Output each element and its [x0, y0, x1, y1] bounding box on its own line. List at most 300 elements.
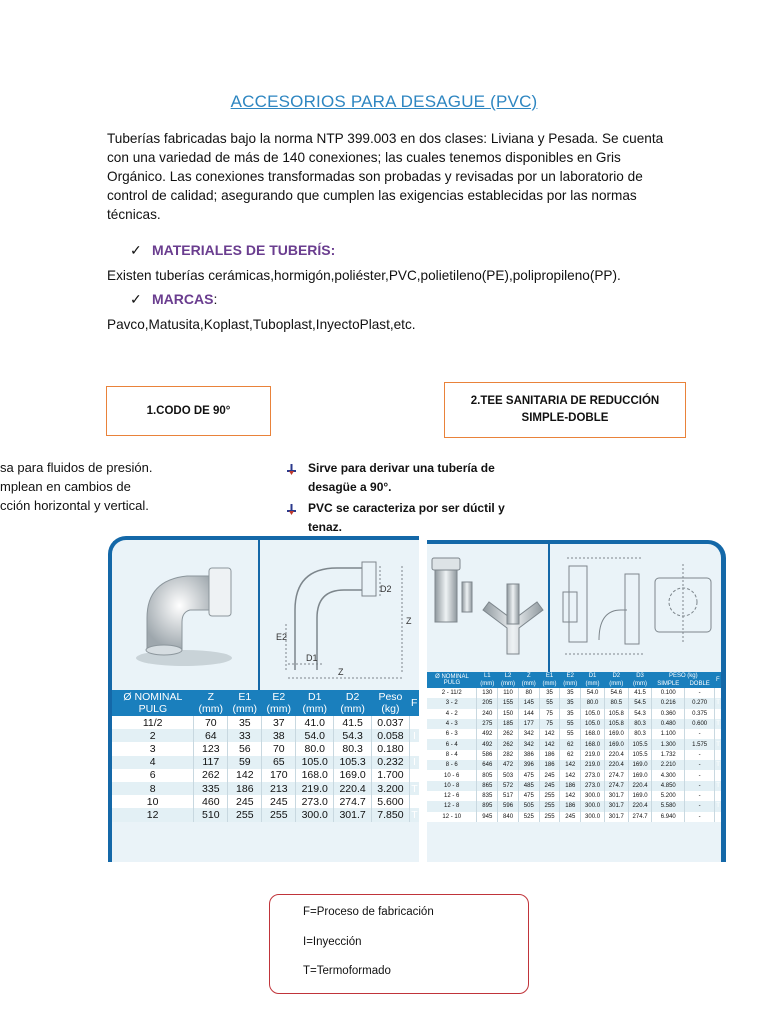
table-cell: 155 [498, 698, 519, 708]
table-cell: T [715, 801, 721, 811]
table-cell: 75 [539, 709, 560, 719]
table-cell: 596 [498, 801, 519, 811]
table-cell: 282 [498, 750, 519, 760]
brands-text: Pavco,Matusita,Koplast,Tuboplast,InyectoPlast,etc. [107, 317, 416, 332]
table-cell: 335 [194, 782, 228, 795]
col-subheader: (mm) [518, 680, 539, 688]
table-cell: 80.0 [581, 698, 605, 708]
table-row [112, 782, 419, 795]
table-cell: 12 - 8 [427, 801, 477, 811]
table-cell: - [685, 760, 715, 770]
table-cell: T [411, 808, 418, 821]
table-cell: 300.0 [581, 801, 605, 811]
table-cell: 301.7 [334, 808, 372, 821]
intro-paragraph: Tuberías fabricadas bajo la norma NTP 399.003 en dos clases: Liviana y Pesada. Se cuenta con una variedad de más de 140 conexiones; las cuales tenemos disponibles en Gris Orgánico. Las conexiones transformadas son probadas y revisadas por un laboratorio de control de calidad; asegurando que cumplen las exigencias establecidas por las normas técnicas. [107, 131, 664, 222]
table-cell: 274.7 [334, 795, 372, 808]
table-cell: 517 [498, 791, 519, 801]
brands-colon: : [213, 291, 218, 307]
table-cell: 835 [477, 791, 498, 801]
table-cell: 255 [228, 808, 262, 821]
table-cell: 505 [518, 801, 539, 811]
table-cell: 105.3 [334, 756, 372, 769]
table-cell: 105.5 [628, 750, 652, 760]
table-cell: 150 [498, 709, 519, 719]
table-cell: 646 [477, 760, 498, 770]
table-cell: 35 [560, 688, 581, 698]
table-cell: 262 [194, 769, 228, 782]
table-cell: 54.3 [334, 729, 372, 742]
table-cell: 186 [539, 760, 560, 770]
table-cell: 80.3 [628, 729, 652, 739]
table-cell: 6 [112, 769, 194, 782]
table-cell: 2.210 [652, 760, 685, 770]
col-header: PESO (kg) [652, 672, 715, 680]
table-row [112, 795, 419, 808]
bullet-text: Sirve para derivar una tubería de desagüe a 90°. [308, 461, 495, 494]
col-header: D1 (mm) [296, 690, 334, 716]
col-header: Z (mm) [194, 690, 228, 716]
table-cell: 245 [539, 770, 560, 780]
table-cell: 6 - 3 [427, 729, 477, 739]
table-cell: 4 [112, 756, 194, 769]
table-cell: 0.216 [652, 698, 685, 708]
d1-label: D1 [306, 653, 318, 663]
table-cell: 274.7 [604, 770, 628, 780]
table-cell: 54.0 [581, 688, 605, 698]
table-cell: 142 [228, 769, 262, 782]
table-cell: 274.7 [628, 812, 652, 822]
table-cell: - [685, 812, 715, 822]
codo-90-illustration [112, 540, 419, 690]
table-cell: 245 [560, 812, 581, 822]
table-cell: T [411, 782, 418, 795]
table-cell: 220.4 [628, 801, 652, 811]
materials-text: Existen tuberías cerámicas,hormigón,poliéster,PVC,polietileno(PE),polipropileno(PP). [107, 268, 621, 283]
col-subheader: (mm) [539, 680, 560, 688]
table-cell: 5.200 [652, 791, 685, 801]
tee-sanitaria-illustration [427, 544, 721, 672]
table-cell: 65 [262, 756, 296, 769]
pin-icon [286, 459, 308, 497]
brands-heading: MARCAS [152, 291, 214, 307]
table-cell: 342 [518, 739, 539, 749]
tee-sanitaria-table [427, 672, 721, 822]
table-cell: 59 [228, 756, 262, 769]
table-cell: 220.4 [334, 782, 372, 795]
table-cell: T [715, 760, 721, 770]
table-row [112, 729, 419, 742]
col-header: D3 [628, 672, 652, 680]
col-subheader: (mm) [581, 680, 605, 688]
table-cell: 168.0 [581, 729, 605, 739]
table-cell: 35 [560, 698, 581, 708]
table-cell: 80.0 [296, 742, 334, 755]
table-row [427, 760, 721, 770]
table-cell: 0.360 [652, 709, 685, 719]
table-cell: T [715, 698, 721, 708]
table-cell: 245 [539, 781, 560, 791]
table-cell: 219.0 [296, 782, 334, 795]
table-cell: 168.0 [581, 739, 605, 749]
table-cell: 895 [477, 801, 498, 811]
table-cell: 3.200 [372, 782, 410, 795]
table-header-row [427, 672, 721, 680]
table-cell: 144 [518, 709, 539, 719]
table-cell: 273.0 [581, 781, 605, 791]
table-cell: 0.180 [372, 742, 410, 755]
table-cell: 55 [539, 698, 560, 708]
table-cell: 110 [498, 688, 519, 698]
table-cell: 41.5 [628, 688, 652, 698]
table-cell: 80.5 [604, 698, 628, 708]
table-cell: 213 [262, 782, 296, 795]
table-cell: 35 [560, 709, 581, 719]
table-cell: 70 [262, 742, 296, 755]
table-cell: 62 [560, 739, 581, 749]
tee-sanitaria-spec-panel [427, 540, 726, 862]
codo-90-spec-panel [108, 536, 419, 862]
d2-label: D2 [380, 584, 392, 594]
col-header: L1 [477, 672, 498, 680]
table-cell: 485 [518, 781, 539, 791]
page-title: ACCESORIOS PARA DESAGUE (PVC) [230, 92, 538, 111]
table-cell: 70 [194, 716, 228, 729]
table-cell: I [409, 756, 419, 769]
bullet-text: PVC se caracteriza por ser dúctil y tenaz. [308, 501, 505, 534]
table-cell: - [685, 688, 715, 698]
table-row [112, 756, 419, 769]
table-cell: 301.7 [604, 812, 628, 822]
table-cell: 865 [477, 781, 498, 791]
table-cell: 54.3 [628, 709, 652, 719]
table-cell: I [409, 729, 419, 742]
table-cell: T [715, 709, 721, 719]
table-cell: - [685, 770, 715, 780]
table-cell: 0.480 [652, 719, 685, 729]
table-cell: 300.0 [581, 791, 605, 801]
table-cell: 10 - 6 [427, 770, 477, 780]
table-cell: 130 [477, 688, 498, 698]
table-cell: 35 [228, 716, 262, 729]
table-cell: 64 [194, 729, 228, 742]
table-cell: 4.850 [652, 781, 685, 791]
col-header: E1 [539, 672, 560, 680]
table-row [427, 781, 721, 791]
table-cell: 510 [194, 808, 228, 821]
brands-heading-row [130, 291, 217, 308]
table-cell: 301.7 [604, 791, 628, 801]
table-cell: 2 [112, 729, 194, 742]
col-subheader: (mm) [604, 680, 628, 688]
table-cell: 80.3 [334, 742, 372, 755]
table-cell: T [715, 719, 721, 729]
col-subheader: DOBLE [685, 680, 715, 688]
table-cell: 0.058 [372, 729, 410, 742]
table-cell: 460 [194, 795, 228, 808]
col-subheader: (mm) [498, 680, 519, 688]
col-header: Z [518, 672, 539, 680]
legend-item-t: T=Termoformado [303, 965, 391, 977]
table-cell: 6 - 4 [427, 739, 477, 749]
table-cell: 3 - 2 [427, 698, 477, 708]
table-row [427, 688, 721, 698]
col-subheader: SIMPLE [652, 680, 685, 688]
e2-label: E2 [276, 632, 288, 642]
codo-description [0, 458, 250, 515]
table-cell: 475 [518, 791, 539, 801]
table-cell: 205 [477, 698, 498, 708]
table-cell: 80 [518, 688, 539, 698]
table-cell: 142 [539, 729, 560, 739]
table-cell: 300.0 [581, 812, 605, 822]
table-cell: 10 - 8 [427, 781, 477, 791]
table-cell: 33 [228, 729, 262, 742]
table-row [112, 769, 419, 782]
table-cell: 300.0 [296, 808, 334, 821]
col-header: D1 [581, 672, 605, 680]
table-cell: 105.0 [581, 719, 605, 729]
col-header: Ø NOMINAL PULG [112, 690, 194, 716]
table-cell: - [685, 781, 715, 791]
table-cell: - [685, 729, 715, 739]
table-row [427, 791, 721, 801]
codo-desc-line1: sa para fluidos de presión. [0, 460, 153, 475]
table-cell: 145 [518, 698, 539, 708]
table-cell: 525 [518, 812, 539, 822]
col-header: E1 (mm) [228, 690, 262, 716]
z-side-label: Z [406, 616, 412, 626]
table-cell: 275 [477, 719, 498, 729]
bullet-item [286, 499, 526, 537]
table-cell: T [715, 739, 721, 749]
table-cell: 169.0 [334, 769, 372, 782]
table-cell: 41.0 [296, 716, 334, 729]
table-cell: 386 [518, 750, 539, 760]
legend-box [269, 894, 529, 994]
col-header: L2 [498, 672, 519, 680]
table-cell: 255 [539, 801, 560, 811]
codo-90-table [112, 690, 419, 822]
table-cell: 8 - 4 [427, 750, 477, 760]
table-cell: 142 [560, 791, 581, 801]
table-cell: 475 [518, 770, 539, 780]
table-cell: 273.0 [581, 770, 605, 780]
table-cell: 3 [112, 742, 194, 755]
col-header: F [409, 690, 419, 716]
table-cell: 492 [477, 739, 498, 749]
table-cell: 170 [262, 769, 296, 782]
table-cell: 56 [228, 742, 262, 755]
col-header: Peso (kg) [372, 690, 410, 716]
table-cell: 262 [498, 739, 519, 749]
codo-desc-line2: mplean en cambios de [0, 479, 131, 494]
table-cell: - [685, 801, 715, 811]
table-cell: 2 - 11/2 [427, 688, 477, 698]
table-cell: 245 [228, 795, 262, 808]
bullet-item [286, 459, 526, 497]
table-cell: 255 [539, 812, 560, 822]
tee-label-line1: 2.TEE SANITARIA DE REDUCCIÓN [470, 395, 660, 407]
col-subheader: (mm) [560, 680, 581, 688]
table-cell: 245 [262, 795, 296, 808]
table-cell: 105.0 [581, 709, 605, 719]
table-cell: - [685, 750, 715, 760]
col-header: E2 (mm) [262, 690, 296, 716]
table-cell: 11/2 [112, 716, 194, 729]
table-cell: 0.270 [685, 698, 715, 708]
table-cell: 5.600 [372, 795, 410, 808]
table-cell: 273.0 [296, 795, 334, 808]
table-cell: 168.0 [296, 769, 334, 782]
table-row [427, 750, 721, 760]
table-row [427, 729, 721, 739]
table-cell: T [411, 795, 418, 808]
table-cell: 186 [539, 750, 560, 760]
col-header: E2 [560, 672, 581, 680]
table-cell: 8 [112, 782, 194, 795]
table-cell: 105.0 [296, 756, 334, 769]
table-cell: 472 [498, 760, 519, 770]
col-header: D2 (mm) [334, 690, 372, 716]
table-cell: T [715, 770, 721, 780]
pin-icon [286, 499, 308, 537]
col-header: F [715, 672, 721, 688]
table-row [427, 801, 721, 811]
codo-90-label: 1.CODO DE 90° [146, 404, 231, 417]
col-subheader: (mm) [477, 680, 498, 688]
table-cell: T [411, 769, 418, 782]
table-row [427, 709, 721, 719]
table-cell: 54.6 [604, 688, 628, 698]
table-cell: 945 [477, 812, 498, 822]
table-cell: 142 [539, 739, 560, 749]
table-cell: 4 - 3 [427, 719, 477, 729]
table-cell: 396 [518, 760, 539, 770]
table-cell: 0.100 [652, 688, 685, 698]
table-cell: 186 [560, 781, 581, 791]
legend-item-i: I=Inyección [303, 936, 362, 948]
table-cell: 169.0 [604, 739, 628, 749]
z-bottom-label: Z [338, 667, 344, 677]
table-cell: 1.300 [652, 739, 685, 749]
table-cell: 12 - 10 [427, 812, 477, 822]
table-row [427, 739, 721, 749]
codo-90-label-box [106, 386, 271, 436]
table-cell: 62 [560, 750, 581, 760]
table-cell: 4.300 [652, 770, 685, 780]
table-cell: 8 - 6 [427, 760, 477, 770]
table-cell: 1.100 [652, 729, 685, 739]
table-cell: 55 [560, 729, 581, 739]
table-row [427, 812, 721, 822]
table-cell: 185 [498, 719, 519, 729]
col-subheader: (mm) [628, 680, 652, 688]
table-row [112, 808, 419, 821]
legend-item-f: F=Proceso de fabricación [303, 906, 434, 918]
table-cell: 142 [560, 770, 581, 780]
col-header: D2 [604, 672, 628, 680]
table-row [427, 770, 721, 780]
table-cell: T [715, 729, 721, 739]
table-cell: 54.0 [296, 729, 334, 742]
table-cell: 5.580 [652, 801, 685, 811]
table-cell: 55 [560, 719, 581, 729]
table-cell: 840 [498, 812, 519, 822]
table-cell: 572 [498, 781, 519, 791]
table-cell: 38 [262, 729, 296, 742]
table-row [112, 716, 419, 729]
table-cell: 342 [518, 729, 539, 739]
table-cell: T [715, 750, 721, 760]
table-cell: 503 [498, 770, 519, 780]
table-cell: 0.232 [372, 756, 410, 769]
table-header-row [112, 690, 419, 716]
table-cell: T [715, 791, 721, 801]
tee-bullets [286, 459, 526, 539]
table-cell: 80.3 [628, 719, 652, 729]
table-cell: 219.0 [581, 760, 605, 770]
table-cell: 186 [228, 782, 262, 795]
table-cell: 274.7 [604, 781, 628, 791]
table-cell: T [411, 716, 418, 729]
materials-heading: MATERIALES DE TUBERÍS: [152, 242, 336, 258]
table-cell: 123 [194, 742, 228, 755]
tee-sanitaria-label-box [444, 382, 686, 438]
table-cell: 255 [539, 791, 560, 801]
table-cell: T [715, 781, 721, 791]
table-cell: - [685, 791, 715, 801]
table-cell: 220.4 [628, 781, 652, 791]
table-cell: 169.0 [628, 770, 652, 780]
table-cell: 219.0 [581, 750, 605, 760]
table-cell: 805 [477, 770, 498, 780]
table-cell: 1.575 [685, 739, 715, 749]
table-row [427, 698, 721, 708]
table-cell: 169.0 [628, 791, 652, 801]
table-cell: 0.375 [685, 709, 715, 719]
table-cell: 10 [112, 795, 194, 808]
table-cell: 255 [262, 808, 296, 821]
table-cell: 7.850 [372, 808, 410, 821]
table-cell: 4 - 2 [427, 709, 477, 719]
table-cell: 37 [262, 716, 296, 729]
table-cell: 12 - 6 [427, 791, 477, 801]
table-cell: 105.5 [628, 739, 652, 749]
table-cell: I [409, 742, 419, 755]
check-icon: ✓ [130, 242, 142, 258]
materials-heading-row [130, 242, 335, 259]
tee-label-line2: SIMPLE-DOBLE [521, 412, 609, 424]
table-cell: 75 [539, 719, 560, 729]
table-cell: 105.8 [604, 719, 628, 729]
table-cell: 240 [477, 709, 498, 719]
table-row [112, 742, 419, 755]
table-cell: 54.5 [628, 698, 652, 708]
table-row [427, 719, 721, 729]
table-cell: 169.0 [604, 729, 628, 739]
table-cell: 0.037 [372, 716, 410, 729]
table-cell: 105.8 [604, 709, 628, 719]
check-icon: ✓ [130, 291, 142, 307]
table-cell: 492 [477, 729, 498, 739]
table-cell: 220.4 [604, 750, 628, 760]
table-cell: 1.700 [372, 769, 410, 782]
table-cell: 586 [477, 750, 498, 760]
table-cell: 41.5 [334, 716, 372, 729]
codo-desc-line3: cción horizontal y vertical. [0, 498, 149, 513]
table-cell: 6.940 [652, 812, 685, 822]
table-cell: 142 [560, 760, 581, 770]
